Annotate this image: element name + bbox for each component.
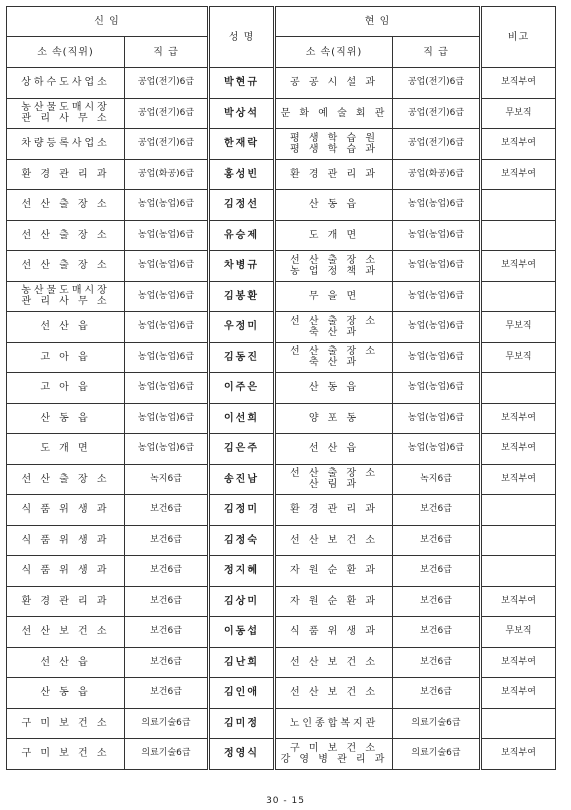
table-row	[7, 739, 556, 770]
name-cell: 김정미	[209, 495, 275, 526]
table-row	[7, 495, 556, 526]
new-grade-cell: 보건6급	[125, 525, 209, 556]
new-dept-cell: 환 경 관 리 과	[7, 159, 125, 190]
remarks-cell	[481, 373, 556, 404]
name-cell: 김은주	[209, 434, 275, 465]
header-name: 성 명	[209, 7, 275, 68]
new-dept-cell: 선 산 출 장 소	[7, 464, 125, 495]
header-cur-grade: 직 급	[393, 37, 481, 68]
cur-dept-cell: 선 산 보 건 소	[275, 647, 393, 678]
cur-dept-cell: 선 산 출 장 소 축 산 과	[275, 312, 393, 343]
remarks-cell: 보직부여	[481, 647, 556, 678]
new-grade-cell: 의료기술6급	[125, 708, 209, 739]
cur-dept-cell: 노인종합복지관	[275, 708, 393, 739]
table-row	[7, 678, 556, 709]
name-cell: 김동진	[209, 342, 275, 373]
remarks-cell: 보직부여	[481, 403, 556, 434]
new-grade-cell: 농업(농업)6급	[125, 342, 209, 373]
cur-grade-cell: 보건6급	[393, 586, 481, 617]
name-cell: 이주은	[209, 373, 275, 404]
new-grade-cell: 농업(농업)6급	[125, 373, 209, 404]
remarks-cell	[481, 556, 556, 587]
remarks-cell: 무보직	[481, 312, 556, 343]
table-body	[7, 68, 556, 770]
cur-dept-cell: 선 산 출 장 소 산 림 과	[275, 464, 393, 495]
header-row-top	[7, 7, 556, 37]
cur-dept-cell: 선 산 보 건 소	[275, 525, 393, 556]
table-row	[7, 464, 556, 495]
name-cell: 김봉환	[209, 281, 275, 312]
cur-dept-cell: 선 산 보 건 소	[275, 678, 393, 709]
cur-dept-cell: 환 경 관 리 과	[275, 495, 393, 526]
new-grade-cell: 농업(농업)6급	[125, 190, 209, 221]
remarks-cell: 무보직	[481, 342, 556, 373]
cur-grade-cell: 공업(전기)6급	[393, 129, 481, 160]
cur-dept-cell: 식 품 위 생 과	[275, 617, 393, 648]
new-grade-cell: 보건6급	[125, 678, 209, 709]
cur-grade-cell: 보건6급	[393, 556, 481, 587]
name-cell: 김상미	[209, 586, 275, 617]
new-dept-cell: 선 산 읍	[7, 312, 125, 343]
cur-grade-cell: 공업(전기)6급	[393, 98, 481, 129]
header-new-grade: 직 급	[125, 37, 209, 68]
header-remarks: 비고	[481, 7, 556, 68]
cur-dept-cell: 공 공 시 설 과	[275, 68, 393, 99]
new-grade-cell: 의료기술6급	[125, 739, 209, 770]
new-grade-cell: 공업(전기)6급	[125, 129, 209, 160]
new-grade-cell: 공업(전기)6급	[125, 98, 209, 129]
cur-dept-cell: 도 개 면	[275, 220, 393, 251]
cur-dept-cell: 문 화 예 술 회 관	[275, 98, 393, 129]
table-row	[7, 220, 556, 251]
name-cell: 한재락	[209, 129, 275, 160]
new-grade-cell: 공업(화공)6급	[125, 159, 209, 190]
cur-grade-cell: 의료기술6급	[393, 739, 481, 770]
new-dept-cell: 구 미 보 건 소	[7, 739, 125, 770]
cur-grade-cell: 농업(농업)6급	[393, 251, 481, 282]
table-row	[7, 403, 556, 434]
remarks-cell	[481, 190, 556, 221]
new-dept-cell: 선 산 출 장 소	[7, 251, 125, 282]
header-current-post: 현 임	[275, 7, 481, 37]
table-row	[7, 617, 556, 648]
remarks-cell	[481, 525, 556, 556]
cur-dept-cell: 선 산 출 장 소 농 업 정 책 과	[275, 251, 393, 282]
name-cell: 김인애	[209, 678, 275, 709]
remarks-cell: 보직부여	[481, 159, 556, 190]
new-dept-cell: 농산물도매시장 관 리 사 무 소	[7, 281, 125, 312]
cur-grade-cell: 보건6급	[393, 617, 481, 648]
table-row	[7, 708, 556, 739]
remarks-cell: 보직부여	[481, 464, 556, 495]
remarks-cell	[481, 495, 556, 526]
cur-grade-cell: 농업(농업)6급	[393, 434, 481, 465]
remarks-cell: 보직부여	[481, 739, 556, 770]
cur-grade-cell: 의료기술6급	[393, 708, 481, 739]
remarks-cell: 보직부여	[481, 434, 556, 465]
new-dept-cell: 선 산 보 건 소	[7, 617, 125, 648]
new-dept-cell: 고 아 읍	[7, 342, 125, 373]
new-dept-cell: 식 품 위 생 과	[7, 525, 125, 556]
new-dept-cell: 구 미 보 건 소	[7, 708, 125, 739]
name-cell: 박현규	[209, 68, 275, 99]
name-cell: 차병규	[209, 251, 275, 282]
cur-grade-cell: 농업(농업)6급	[393, 373, 481, 404]
cur-grade-cell: 보건6급	[393, 647, 481, 678]
table-row	[7, 68, 556, 99]
cur-dept-cell: 양 포 동	[275, 403, 393, 434]
remarks-cell: 보직부여	[481, 129, 556, 160]
name-cell: 정영식	[209, 739, 275, 770]
table-row	[7, 373, 556, 404]
new-dept-cell: 환 경 관 리 과	[7, 586, 125, 617]
remarks-cell: 무보직	[481, 98, 556, 129]
name-cell: 김난희	[209, 647, 275, 678]
cur-grade-cell: 농업(농업)6급	[393, 403, 481, 434]
cur-dept-cell: 선 산 읍	[275, 434, 393, 465]
cur-dept-cell: 평 생 학 습 원 평 생 학 습 과	[275, 129, 393, 160]
table-row	[7, 586, 556, 617]
cur-grade-cell: 농업(농업)6급	[393, 190, 481, 221]
new-grade-cell: 녹지6급	[125, 464, 209, 495]
remarks-cell: 보직부여	[481, 251, 556, 282]
name-cell: 박상석	[209, 98, 275, 129]
remarks-cell	[481, 220, 556, 251]
cur-grade-cell: 공업(전기)6급	[393, 68, 481, 99]
personnel-table	[6, 6, 556, 770]
cur-grade-cell: 보건6급	[393, 495, 481, 526]
cur-dept-cell: 자 원 순 환 과	[275, 586, 393, 617]
table-row	[7, 251, 556, 282]
cur-grade-cell: 보건6급	[393, 678, 481, 709]
name-cell: 이선희	[209, 403, 275, 434]
new-dept-cell: 산 동 읍	[7, 403, 125, 434]
cur-dept-cell: 구 미 보 건 소 강 영 병 관 리 과	[275, 739, 393, 770]
new-grade-cell: 농업(농업)6급	[125, 312, 209, 343]
remarks-cell: 보직부여	[481, 68, 556, 99]
new-dept-cell: 선 산 출 장 소	[7, 190, 125, 221]
name-cell: 정지혜	[209, 556, 275, 587]
table-row	[7, 281, 556, 312]
new-grade-cell: 농업(농업)6급	[125, 281, 209, 312]
remarks-cell: 보직부여	[481, 678, 556, 709]
new-grade-cell: 보건6급	[125, 495, 209, 526]
header-new-post: 신 임	[7, 7, 209, 37]
new-dept-cell: 선 산 읍	[7, 647, 125, 678]
name-cell: 이동섭	[209, 617, 275, 648]
new-dept-cell: 차량등록사업소	[7, 129, 125, 160]
name-cell: 홍성빈	[209, 159, 275, 190]
new-grade-cell: 농업(농업)6급	[125, 403, 209, 434]
name-cell: 유승제	[209, 220, 275, 251]
page-number: 30 - 15	[266, 796, 305, 806]
new-grade-cell: 공업(전기)6급	[125, 68, 209, 99]
cur-grade-cell: 보건6급	[393, 525, 481, 556]
name-cell: 송진남	[209, 464, 275, 495]
remarks-cell: 보직부여	[481, 586, 556, 617]
table-row	[7, 342, 556, 373]
table-row	[7, 647, 556, 678]
table-row	[7, 190, 556, 221]
new-grade-cell: 농업(농업)6급	[125, 220, 209, 251]
new-grade-cell: 보건6급	[125, 556, 209, 587]
cur-dept-cell: 환 경 관 리 과	[275, 159, 393, 190]
remarks-cell	[481, 281, 556, 312]
cur-dept-cell: 자 원 순 환 과	[275, 556, 393, 587]
table-row	[7, 98, 556, 129]
new-dept-cell: 선 산 출 장 소	[7, 220, 125, 251]
cur-grade-cell: 공업(화공)6급	[393, 159, 481, 190]
cur-grade-cell: 녹지6급	[393, 464, 481, 495]
remarks-cell: 무보직	[481, 617, 556, 648]
new-dept-cell: 상하수도사업소	[7, 68, 125, 99]
name-cell: 김정숙	[209, 525, 275, 556]
name-cell: 김미정	[209, 708, 275, 739]
table-row	[7, 129, 556, 160]
new-grade-cell: 보건6급	[125, 617, 209, 648]
header-row-sub	[7, 37, 556, 68]
table-row	[7, 556, 556, 587]
cur-grade-cell: 농업(농업)6급	[393, 281, 481, 312]
new-grade-cell: 보건6급	[125, 586, 209, 617]
cur-dept-cell: 산 동 읍	[275, 190, 393, 221]
name-cell: 우정미	[209, 312, 275, 343]
new-dept-cell: 고 아 읍	[7, 373, 125, 404]
header-new-dept: 소 속(직위)	[7, 37, 125, 68]
new-dept-cell: 농산물도매시장 관 리 사 무 소	[7, 98, 125, 129]
new-dept-cell: 식 품 위 생 과	[7, 495, 125, 526]
new-grade-cell: 농업(농업)6급	[125, 434, 209, 465]
name-cell: 김정선	[209, 190, 275, 221]
table-row	[7, 434, 556, 465]
new-dept-cell: 산 동 읍	[7, 678, 125, 709]
table-row	[7, 525, 556, 556]
new-grade-cell: 보건6급	[125, 647, 209, 678]
cur-dept-cell: 선 산 출 장 소 축 산 과	[275, 342, 393, 373]
cur-grade-cell: 농업(농업)6급	[393, 342, 481, 373]
cur-dept-cell: 산 동 읍	[275, 373, 393, 404]
cur-grade-cell: 농업(농업)6급	[393, 220, 481, 251]
new-dept-cell: 식 품 위 생 과	[7, 556, 125, 587]
cur-grade-cell: 농업(농업)6급	[393, 312, 481, 343]
new-grade-cell: 농업(농업)6급	[125, 251, 209, 282]
remarks-cell	[481, 708, 556, 739]
table-row	[7, 159, 556, 190]
header-cur-dept: 소 속(직위)	[275, 37, 393, 68]
table-row	[7, 312, 556, 343]
new-dept-cell: 도 개 면	[7, 434, 125, 465]
cur-dept-cell: 무 을 면	[275, 281, 393, 312]
